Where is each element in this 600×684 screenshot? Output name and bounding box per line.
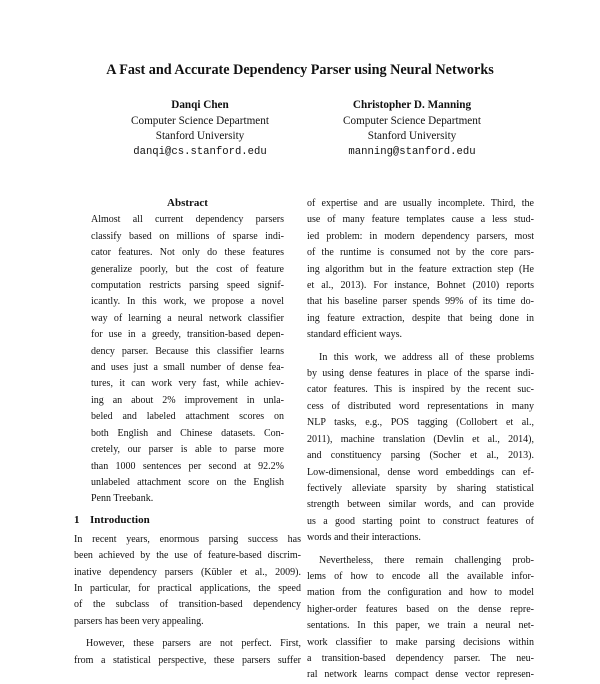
text-line: cator features. Not only do these features xyxy=(91,247,284,259)
text-line: sentations. In this paper, we train a neural net- xyxy=(307,620,534,632)
paper-title: A Fast and Accurate Dependency Parser using Neural Networks xyxy=(106,62,494,78)
author-email: danqi@cs.stanford.edu xyxy=(133,145,267,158)
text-line: higher-order features based on the dense repre- xyxy=(307,603,534,615)
text-line: ing an about 2% improvement in unla- xyxy=(91,394,284,406)
text-line: mation from the configuration and how to model xyxy=(307,587,534,599)
text-line: cess of distributed word representations in many xyxy=(307,400,534,412)
text-line: parsers has been very appealing. xyxy=(74,615,204,627)
text-line: Low-dimensional, dense word embeddings can ef- xyxy=(307,466,534,478)
text-line: for use in a greedy, transition-based depen- xyxy=(91,329,284,341)
text-line: by using dense features in place of the sparse indi- xyxy=(307,368,534,380)
author-block-chen xyxy=(100,98,300,160)
text-line: lems of how to encode all the available infor- xyxy=(307,570,534,582)
abstract-body xyxy=(74,212,301,507)
text-line: and uses just a small number of dense fea- xyxy=(91,362,284,374)
text-line: icantly. In this work, we propose a novel xyxy=(91,296,284,308)
author-email: manning@stanford.edu xyxy=(348,145,476,158)
text-line: unlabeled attachment score on the English xyxy=(91,476,284,488)
section-title: Introduction xyxy=(90,513,150,526)
text-line: Almost all current dependency parsers xyxy=(91,214,284,226)
text-line: ral network learns compact dense vector represen- xyxy=(307,669,534,681)
text-line: fectively alleviate sparsity by sharing statistical xyxy=(307,482,534,494)
author-university: Stanford University xyxy=(367,130,457,143)
text-line: strength between similar words, and can provide xyxy=(307,499,534,511)
intro-paragraph-2 xyxy=(74,636,301,669)
text-line: of expertise and are usually incomplete. Third, the xyxy=(307,198,534,209)
text-line: from a statistical perspective, these parsers suffer xyxy=(74,654,301,666)
text-line: than 1000 sentences per second at 92.2% xyxy=(91,460,284,472)
text-line: tures, it can work very fast, while achiev- xyxy=(91,378,284,390)
text-line: words and their interactions. xyxy=(307,532,421,544)
text-line: However, these parsers are not perfect. First, xyxy=(86,638,301,650)
text-line: standard efficient ways. xyxy=(307,329,403,341)
author-department: Computer Science Department xyxy=(131,114,269,127)
text-line: beled and labeled attachment scores on xyxy=(91,411,284,423)
section-number: 1 xyxy=(74,513,80,526)
text-line: Penn Treebank. xyxy=(91,493,154,505)
author-university: Stanford University xyxy=(155,130,245,143)
text-line: cretely, our parser is able to parse more xyxy=(91,444,284,456)
text-line: use of many feature templates cause a less stud- xyxy=(307,214,534,226)
text-line: dency parser. Because this classifier learns xyxy=(91,345,284,357)
text-line: generalize poorly, but the cost of feature xyxy=(91,263,284,275)
text-line: of the runtime is consumed not by the core pars- xyxy=(307,247,534,259)
text-line: ied problem: in modern dependency parsers, most xyxy=(307,230,534,242)
text-line: been achieved by the use of feature-based discrim- xyxy=(74,550,301,562)
intro-paragraph-4 xyxy=(307,350,534,547)
abstract-heading: Abstract xyxy=(167,197,208,209)
text-line: inative dependency parsers (Kübler et al., 2009). xyxy=(74,566,301,578)
author-department: Computer Science Department xyxy=(343,114,481,127)
intro-paragraph-5 xyxy=(307,553,534,684)
text-line: us a good starting point to construct features of xyxy=(307,515,534,527)
text-line: cator features. This is inspired by the recent suc- xyxy=(307,384,534,396)
text-line: work classifier to make parsing decisions within xyxy=(307,636,534,648)
right-column xyxy=(307,196,534,684)
text-line: a transition-based dependency parser. The neu- xyxy=(307,652,534,664)
text-line: of the subclass of transition-based dependency xyxy=(74,599,301,611)
intro-paragraph-1 xyxy=(74,532,301,630)
text-line: classify based on millions of sparse indi- xyxy=(91,230,284,242)
text-line: In this work, we address all of these problems xyxy=(319,351,534,363)
text-line: ing feature extraction, despite that being done in xyxy=(307,312,534,324)
author-block-manning xyxy=(307,98,517,160)
text-line: both English and Chinese datasets. Con- xyxy=(91,427,284,439)
left-column xyxy=(74,195,301,669)
text-line: 2011), machine translation (Devlin et al., 2014), xyxy=(307,433,534,445)
author-name: Danqi Chen xyxy=(171,99,229,111)
text-line: that his baseline parser spends 99% of its time do- xyxy=(307,296,534,308)
section-heading-introduction xyxy=(74,512,301,528)
text-line: In recent years, enormous parsing success has xyxy=(74,533,301,545)
text-line: ing algorithm but in the feature extraction step (He xyxy=(307,263,534,275)
text-line: et al., 2013). For instance, Bohnet (2010) reports xyxy=(307,280,534,292)
text-line: In particular, for practical applications, the speed xyxy=(74,582,301,594)
intro-paragraph-3 xyxy=(307,196,534,344)
text-line: Nevertheless, there remain challenging prob- xyxy=(319,554,534,566)
text-line: and constituency parsing (Socher et al., 2013). xyxy=(307,450,534,462)
text-line: way of learning a neural network classifier xyxy=(91,312,284,324)
text-line: computation restricts parsing speed signif- xyxy=(91,280,284,292)
text-line: NLP tasks, e.g., POS tagging (Collobert et al., xyxy=(307,417,534,429)
author-name: Christopher D. Manning xyxy=(352,99,472,111)
